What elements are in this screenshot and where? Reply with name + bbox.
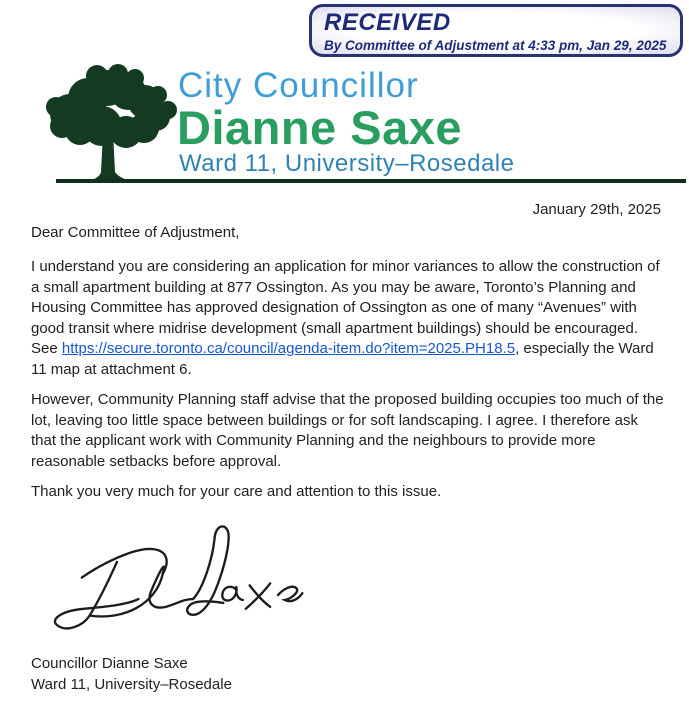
paragraph-1-text-after: , especially the Ward 11 map at attachment 6. [31,340,654,378]
paragraph-3: Thank you very much for your care and attention to this issue. [31,483,442,500]
paragraph-2: However, Community Planning staff advise that the proposed building occupies too much of the lot, leaving too little space between buildings or for soft landscaping. I agree. I therefore ask that the applicant work with Community Planning and the neighbours to provide more reasonable setbacks before approval. [31,391,664,470]
signoff [31,653,665,695]
agenda-item-link[interactable]: https://secure.toronto.ca/council/agenda-item.do?item=2025.PH18.5 [61,340,516,357]
letterhead-role: City Councillor [178,66,419,105]
paragraph-1 [31,257,665,380]
letter-body [31,200,665,695]
signoff-name: Councillor Dianne Saxe [31,654,188,672]
letter-date: January 29th, 2025 [532,201,661,218]
letterhead-divider [56,179,686,183]
received-stamp-title: RECEIVED [324,9,451,36]
paragraph-1-text-before: I understand you are considering an application for minor variances to allow the construction of a small apartment building at 877 Ossington. As you may be aware, Toronto’s Planning and Housing Committee has approved designation of Ossington as one of many “Avenues” with good transit where midrise development (small apartment buildings) should be encouraged. See [31,258,660,357]
tree-icon [40,62,182,188]
letterhead-name: Dianne Saxe [177,101,463,154]
received-stamp-subtitle: By Committee of Adjustment at 4:33 pm, Jan 29, 2025 [324,38,667,53]
signoff-ward: Ward 11, University–Rosedale [31,675,232,693]
signature-image [41,519,665,641]
letterhead-ward: Ward 11, University–Rosedale [179,150,515,177]
received-stamp [309,4,683,57]
salutation: Dear Committee of Adjustment, [31,223,240,241]
